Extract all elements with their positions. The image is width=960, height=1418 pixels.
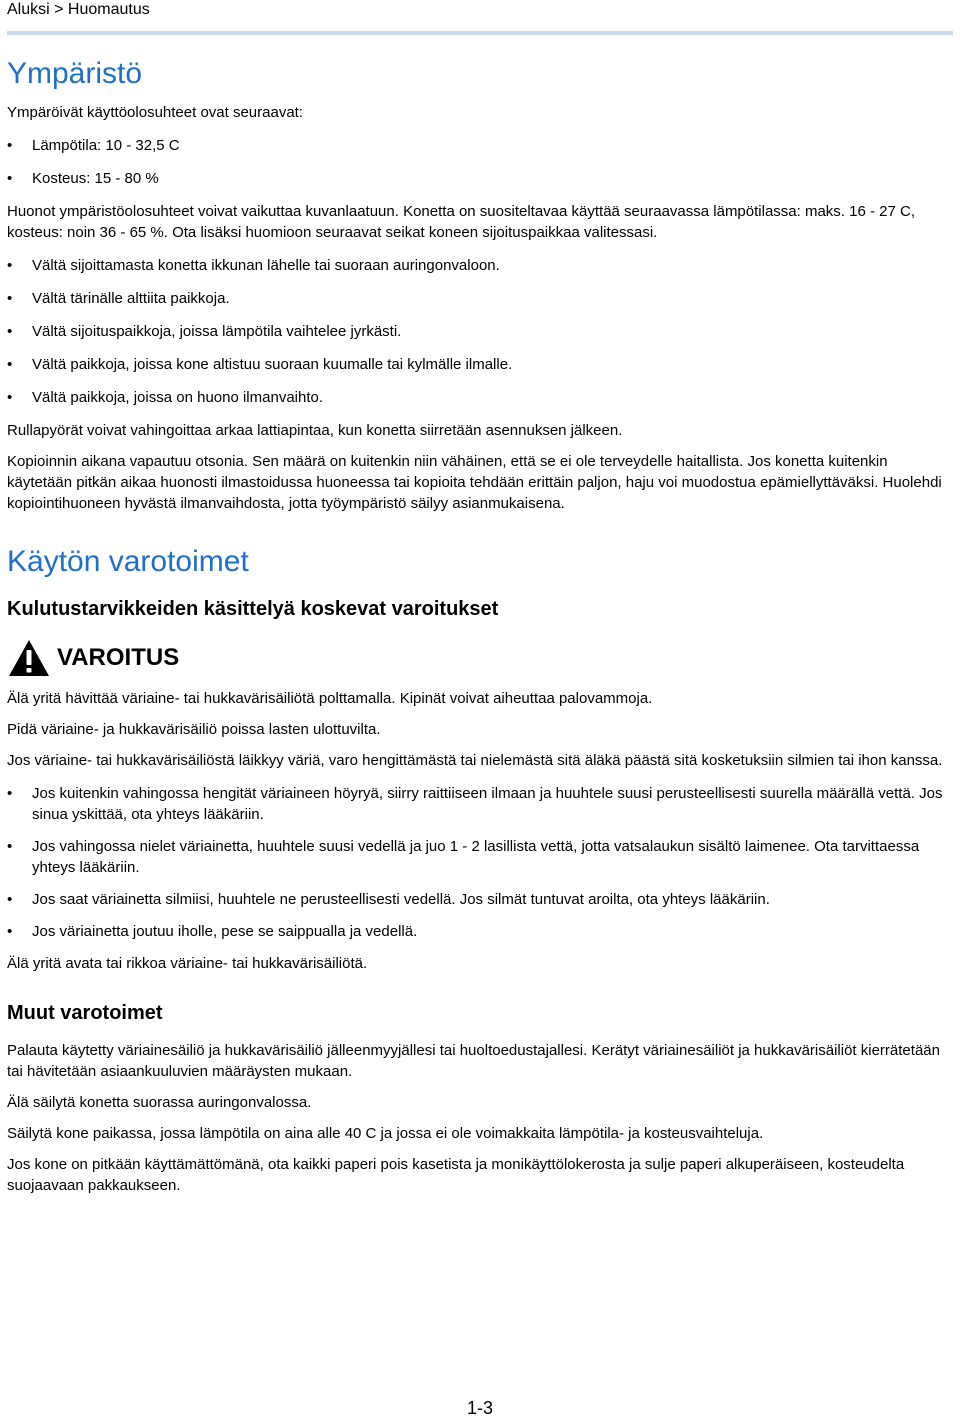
other-text-3: Säilytä kone paikassa, jossa lämpötila on aina alle 40 C ja jossa ei ole voimakkaita lämpötila- ja kosteusvaihteluja. — [7, 1125, 764, 1142]
list-item: • Vältä tärinälle alttiita paikkoja. — [7, 290, 230, 307]
warning-label: VAROITUS — [57, 644, 180, 671]
section-title-environment: Ympäristö — [7, 57, 143, 90]
list-item: • Jos väriainetta joutuu iholle, pese se saippualla ja vedellä. — [7, 923, 418, 940]
list-item: • Jos kuitenkin vahingossa hengität väriaineen höyryä, siirry raittiiseen ilmaan ja huuhtele suusi perusteellisesti suurella määrällä vettä. Jos sinua yskittää, ota yhteys lääkäriin. — [7, 785, 943, 823]
page-number: 1-3 — [466, 1398, 493, 1418]
conditions-list — [7, 135, 953, 189]
warning-text-2: Pidä väriaine- ja hukkavärisäiliö poissa lasten ulottuvilta. — [7, 721, 381, 738]
header-divider — [7, 31, 953, 35]
list-item: • Vältä sijoituspaikkoja, joissa lämpötila vaihtelee jyrkästi. — [7, 323, 402, 340]
warning-text-3: Jos väriaine- tai hukkavärisäiliöstä läikkyy väriä, varo hengittämästä tai nielemästä sitä äläkä päästä sitä kosketuksiin silmien tai ihon kanssa. — [7, 752, 943, 769]
other-text-4: Jos kone on pitkään käyttämättömänä, ota kaikki paperi pois kasetista ja monikäyttölokerosta ja sulje paperi alkuperäiseen, kosteudelta suojaavaan pakkaukseen. — [7, 1156, 905, 1194]
breadcrumb[interactable]: Aluksi > Huomautus — [7, 1, 150, 18]
other-text-2: Älä säilytä konetta suorassa auringonvalossa. — [7, 1094, 312, 1111]
warning-text-1: Älä yritä hävittää väriaine- tai hukkavärisäiliötä polttamalla. Kipinät voivat aiheuttaa palovammoja. — [7, 690, 653, 707]
environment-paragraph-3: Kopioinnin aikana vapautuu otsonia. Sen määrä on kuitenkin niin vähäinen, että se ei ole terveydelle haitallista. Jos konetta kuitenkin käytetään pitkän aikaa huonosti ilmastoidussa huoneessa tai kopioita tehdään erittäin paljon, haju voi muodostua epämiellyttäväksi. Huolehdi kopiointihuoneen hyvästä ilmanvaihdosta, jotta työympäristö säilyy asianmukaisena. — [7, 453, 942, 512]
avoid-list — [7, 255, 953, 408]
list-item: • Vältä paikkoja, joissa on huono ilmanvaihto. — [7, 389, 324, 406]
list-item: • Jos vahingossa nielet väriainetta, huuhtele suusi vedellä ja juo 1 - 2 lasillista vettä, jotta vatsalaukun sisältö laimenee. Ota tarvittaessa yhteys lääkäriin. — [7, 838, 920, 876]
environment-paragraph-2: Rullapyörät voivat vahingoittaa arkaa lattiapintaa, kun konetta siirretään asennuksen jälkeen. — [7, 422, 623, 439]
subsection-title-other: Muut varotoimet — [7, 1002, 163, 1024]
environment-paragraph-1: Huonot ympäristöolosuhteet voivat vaikuttaa kuvanlaatuun. Konetta on suositeltavaa käyttää seuraavassa lämpötilassa: maks. 16 - 27 C, kosteus: noin 36 - 65 %. Ota lisäksi huomioon seuraavat seikat koneen sijoituspaikkaa valitessasi. — [7, 203, 916, 241]
warning-triangle-icon — [7, 638, 51, 678]
warning-header — [7, 636, 953, 680]
list-item: • Kosteus: 15 - 80 % — [7, 170, 159, 187]
warning-text-4: Älä yritä avata tai rikkoa väriaine- tai hukkavärisäiliötä. — [7, 955, 368, 972]
list-item: • Vältä sijoittamasta konetta ikkunan lähelle tai suoraan auringonvaloon. — [7, 257, 500, 274]
subsection-title-consumables: Kulutustarvikkeiden käsittelyä koskevat varoitukset — [7, 598, 499, 620]
page-content — [7, 56, 953, 1206]
environment-intro: Ympäröivät käyttöolosuhteet ovat seuraavat: — [7, 104, 304, 121]
section-title-precautions: Käytön varotoimet — [7, 545, 249, 578]
first-aid-list — [7, 783, 953, 942]
other-text-1: Palauta käytetty väriainesäiliö ja hukkavärisäiliö jälleenmyyjällesi tai huoltoedustajallesi. Kerätyt väriainesäiliöt ja hukkavärisäiliöt kierrätetään tai hävitetään asiaankuuluvien määräysten mukaan. — [7, 1042, 940, 1080]
list-item: • Jos saat väriainetta silmiisi, huuhtele ne perusteellisesti vedellä. Jos silmät tuntuvat aroilta, ota yhteys lääkäriin. — [7, 891, 770, 908]
list-item: • Lämpötila: 10 - 32,5 C — [7, 137, 180, 154]
list-item: • Vältä paikkoja, joissa kone altistuu suoraan kuumalle tai kylmälle ilmalle. — [7, 356, 513, 373]
